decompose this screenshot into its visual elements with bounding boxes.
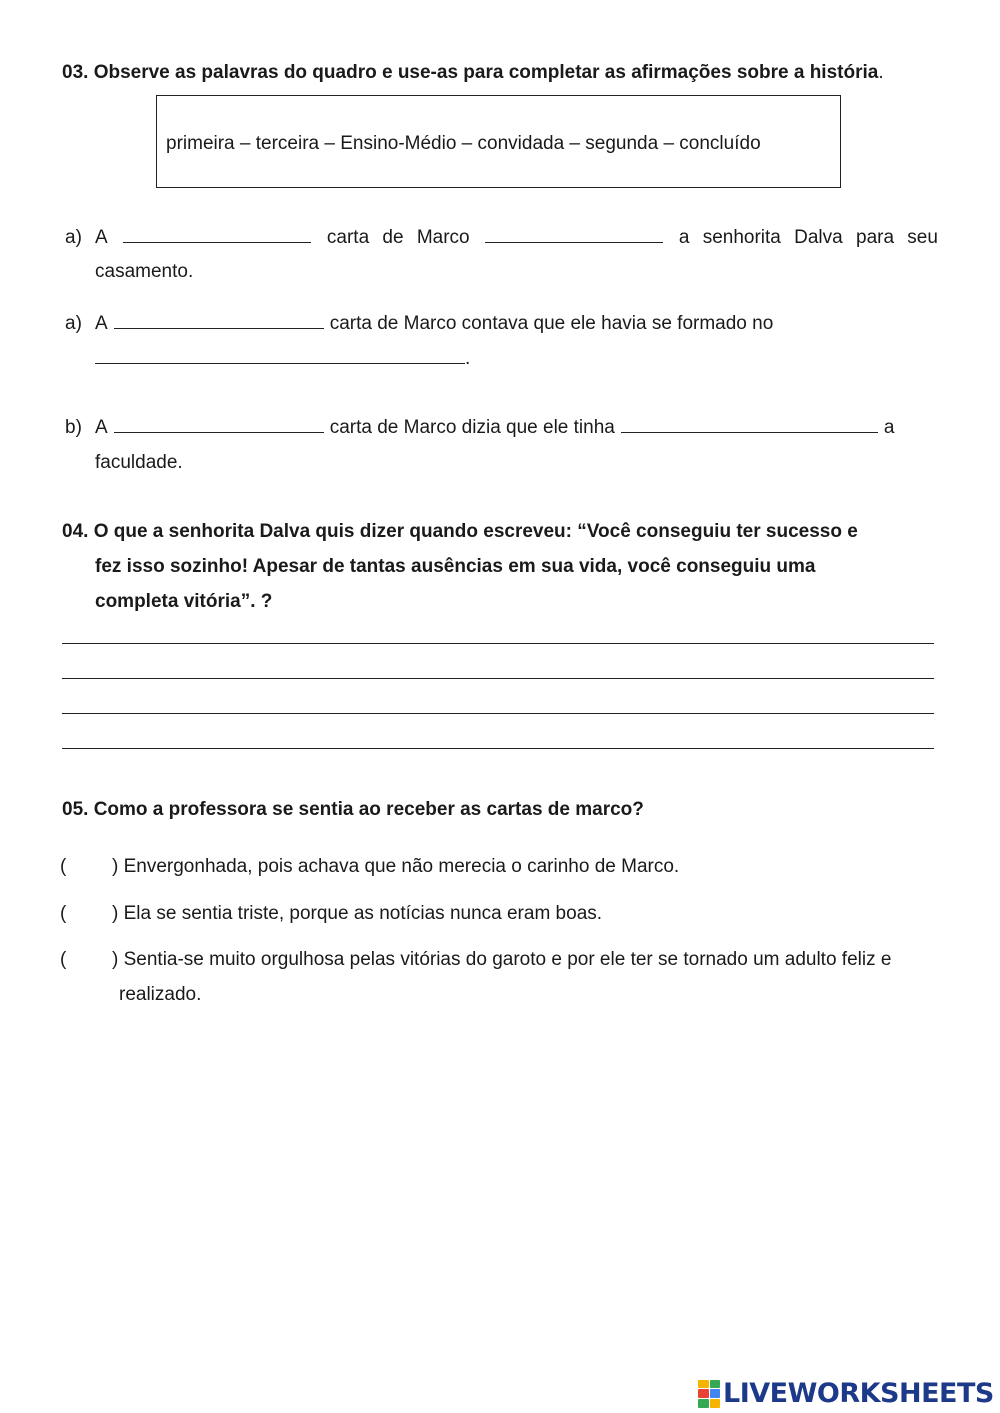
answer-line[interactable] xyxy=(62,713,934,714)
option-1-text: ) Envergonhada, pois achava que não merecia o carinho de Marco. xyxy=(112,856,680,877)
answer-line[interactable] xyxy=(62,678,934,679)
q4-title-line-3: completa vitória”. ? xyxy=(95,591,273,612)
answer-line[interactable] xyxy=(62,643,934,644)
item-label: a) xyxy=(65,227,82,248)
q3-item-1-cont: casamento. xyxy=(95,261,194,282)
logo-text: LIVEWORKSHEETS xyxy=(723,1378,994,1409)
word-box xyxy=(156,95,841,188)
q3-item-1: a) A carta de Marco a senhorita Dalva para seu xyxy=(65,227,938,248)
q3-item-3: b) A carta de Marco dizia que ele tinha a xyxy=(65,417,895,438)
option-checkbox[interactable]: ( xyxy=(60,903,67,924)
q4-title-line-1: 04. O que a senhorita Dalva quis dizer quando escreveu: “Você conseguiu ter sucesso e xyxy=(62,521,858,542)
q3-item-3-cont: faculdade. xyxy=(95,452,183,473)
blank-input[interactable] xyxy=(123,228,311,243)
q3-item-2-cont: . xyxy=(95,348,470,370)
blank-input[interactable] xyxy=(621,418,878,433)
option-3-text: ) Sentia-se muito orgulhosa pelas vitórias do garoto e por ele ter se tornado um adulto feliz e xyxy=(112,949,892,970)
option-checkbox[interactable]: ( xyxy=(60,856,67,877)
blank-input[interactable] xyxy=(95,349,465,364)
blank-input[interactable] xyxy=(114,314,324,329)
logo-icon xyxy=(698,1380,720,1408)
option-3-text-cont: realizado. xyxy=(119,984,202,1005)
q3-title: 03. Observe as palavras do quadro e use-as para completar as afirmações sobre a história. xyxy=(62,62,884,83)
item-label: a) xyxy=(65,313,82,334)
item-label: b) xyxy=(65,417,82,438)
blank-input[interactable] xyxy=(485,228,663,243)
liveworksheets-logo xyxy=(698,1378,994,1409)
q4-title-line-2: fez isso sozinho! Apesar de tantas ausências em sua vida, você conseguiu uma xyxy=(95,556,816,577)
word-box-text: primeira – terceira – Ensino-Médio – convidada – segunda – concluído xyxy=(166,133,761,154)
option-checkbox[interactable]: ( xyxy=(60,949,67,970)
option-2-text: ) Ela se sentia triste, porque as notícias nunca eram boas. xyxy=(112,903,603,924)
answer-line[interactable] xyxy=(62,748,934,749)
q3-item-2: a) A carta de Marco contava que ele havia se formado no xyxy=(65,313,774,334)
blank-input[interactable] xyxy=(114,418,324,433)
q5-title: 05. Como a professora se sentia ao receber as cartas de marco? xyxy=(62,799,644,820)
